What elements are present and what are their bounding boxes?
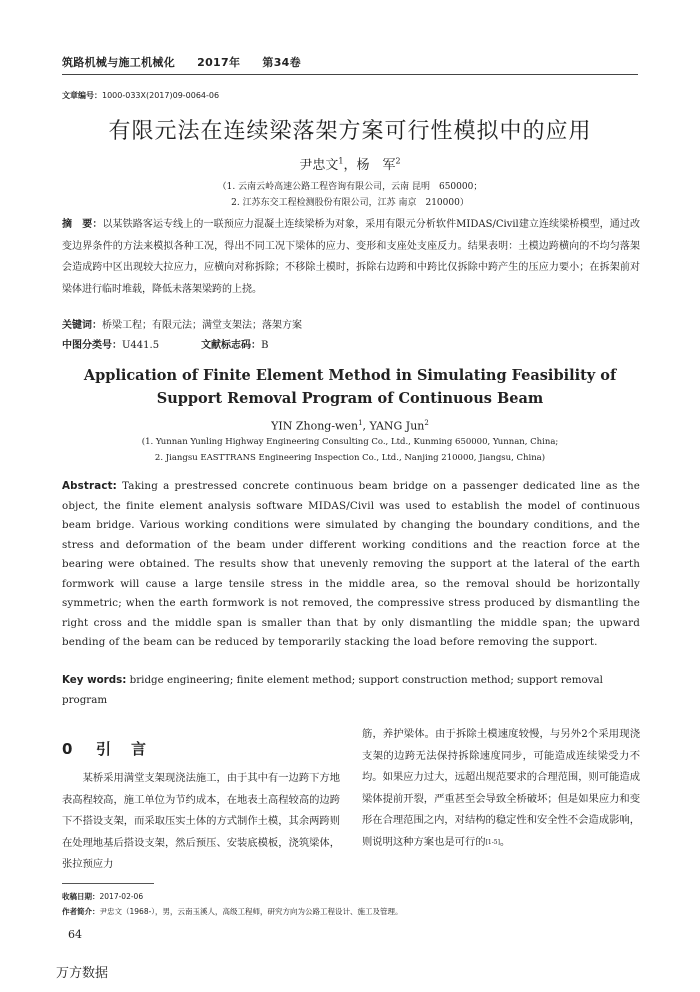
body-right-text: 筋，养护梁体。由于拆除土模速度较慢，与另外2个采用现浇支架的边跨无法保持拆除速度同步，可能造成连续梁受力不均。如果应力过大，远超出规范要求的合理范围，则可能造成梁体提前开裂，严重甚至会导致全桥破坏；但是如果应力和变形在合理范围之内，对结构的稳定性和安全性不会造成影响，则说明这种方案也是可行的 xyxy=(362,728,641,848)
title-en-line-2: Support Removal Program of Continuous Beam xyxy=(156,390,544,407)
author-sep: ， xyxy=(343,158,357,173)
authors-english xyxy=(0,419,700,433)
author-en-1: YIN Zhong-wen xyxy=(271,419,359,433)
section-title-char-2: 言 xyxy=(131,740,147,758)
body-right-end: 。 xyxy=(499,835,511,848)
abstract-cn-label: 摘 要： xyxy=(62,219,103,230)
journal-year: 2017年 xyxy=(197,56,241,69)
keywords-en-label: Key words: xyxy=(62,674,127,686)
journal-name: 筑路机械与施工机械化 xyxy=(62,56,175,69)
clc-label: 中图分类号： xyxy=(62,340,122,351)
body-column-left: 某桥采用满堂支架现浇法施工，由于其中有一边跨下方地表高程较高，施工单位为节约成本，在地表土高程较高的边跨下不搭设支架，而采取压实土体的方式制作土模，其余两跨则在处理地基后搭设支架，然后预压、安装底模板，浇筑梁体，张拉预应力 xyxy=(62,772,341,870)
article-number-value: 1000-033X(2017)09-0064-06 xyxy=(102,91,220,100)
footnote-author-bio xyxy=(62,906,403,917)
author-bio-value: 尹忠文（1968-），男，云南玉溪人，高级工程师，研究方向为公路工程设计、施工及管理。 xyxy=(99,907,403,916)
author-en-2-sup: 2 xyxy=(424,419,429,427)
doc-code-label: 文献标志码： xyxy=(201,340,262,351)
keywords-cn-label: 关键词： xyxy=(62,320,102,331)
author-en-sep: , xyxy=(362,419,370,433)
footnote-received xyxy=(62,891,143,902)
abstract-en-text: Taking a prestressed concrete continuous beam bridge on a passenger dedicated line as the object, the finite element analysis software MIDAS/Civil was used to establish the model of continuous beam bridge. Various working conditions were simulated by changing the boundary conditions, and the stress and deformation of the beam under different working conditions and the reaction force at the bearing were obtained. The results show that unevenly removing the support at the lateral of the earth formwork will cause a large tensile stress in the middle area, so the removal should be horizontally symmetric; when the earth formwork is not removed, the compressive stress produced by dismantling the right cross and the middle span is smaller than that by only dismantling the middle span; the upward bending of the beam can be reduced by temporarily stacking the load before removing the support. xyxy=(62,480,640,648)
body-column-right xyxy=(362,724,640,853)
author-1: 尹忠文 xyxy=(299,158,339,173)
page-number: 64 xyxy=(68,928,82,941)
title-chinese: 有限元法在连续梁落架方案可行性模拟中的应用 xyxy=(108,119,592,144)
abstract-en-label: Abstract: xyxy=(62,480,117,492)
author-en-1-sup: 1 xyxy=(358,419,363,427)
author-2: 杨 军 xyxy=(356,158,396,173)
abstract-cn-text: 以某铁路客运专线上的一联预应力混凝土连续梁桥为对象，采用有限元分析软件MIDAS/Civil建立连续梁桥模型，通过改变边界条件的方法来模拟各种工况，得出不同工况下梁体的应力、变形和支座处支座反力。结果表明：土模边跨横向的不均匀落架会造成跨中区出现较大拉应力，应横向对称拆除；不移除土模时，拆除右边跨和中跨比仅拆除中跨产生的压应力要小；在拆架前对梁体进行临时堆载，降低未落架梁跨的上挠。 xyxy=(62,219,641,295)
abstract-english xyxy=(62,477,640,653)
title-english xyxy=(0,364,700,410)
keywords-en-text: bridge engineering; finite element method; support construction method; support removal program xyxy=(62,674,603,706)
article-number-label: 文章编号： xyxy=(62,91,102,100)
abstract-chinese xyxy=(62,214,640,300)
author-bio-label: 作者简介： xyxy=(62,907,100,916)
title-en-line-1: Application of Finite Element Method in Simulating Feasibility of xyxy=(83,367,617,384)
citation-ref: [1-5] xyxy=(485,838,500,846)
journal-volume: 第34卷 xyxy=(262,56,301,69)
author-2-sup: 2 xyxy=(395,156,401,166)
keywords-chinese xyxy=(62,316,302,331)
section-number: 0 xyxy=(62,740,73,758)
affiliation-en-2: 2. Jiangsu EASTTRANS Engineering Inspection Co., Ltd., Nanjing 210000, Jiangsu, China) xyxy=(154,453,546,463)
doc-code-value: B xyxy=(261,340,269,351)
clc-value: U441.5 xyxy=(122,340,160,351)
watermark-text: 万方数据 xyxy=(56,966,109,981)
header-rule xyxy=(62,74,638,75)
affiliation-cn-2: 2. 江苏东交工程检测股份有限公司，江苏 南京 210000） xyxy=(231,198,469,208)
article-number xyxy=(62,90,219,101)
affiliation-en-1: (1. Yunnan Yunling Highway Engineering Consulting Co., Ltd., Kunming 650000, Yunnan, China; xyxy=(141,437,559,447)
author-en-2: YANG Jun xyxy=(369,419,425,433)
keywords-cn-text: 桥梁工程；有限元法；满堂支架法；落架方案 xyxy=(102,320,302,331)
keywords-english xyxy=(62,671,640,710)
running-header xyxy=(62,54,319,70)
classification-line xyxy=(62,336,268,351)
received-label: 收稿日期： xyxy=(62,892,100,901)
section-title-char-1: 引 xyxy=(96,740,112,758)
section-heading-introduction xyxy=(62,738,146,759)
author-1-sup: 1 xyxy=(338,156,344,166)
affiliation-cn-1: （1. 云南云岭高速公路工程咨询有限公司，云南 昆明 650000； xyxy=(217,182,483,192)
received-value: 2017-02-06 xyxy=(99,892,144,901)
authors-chinese xyxy=(0,154,700,173)
footnote-rule xyxy=(62,883,154,884)
